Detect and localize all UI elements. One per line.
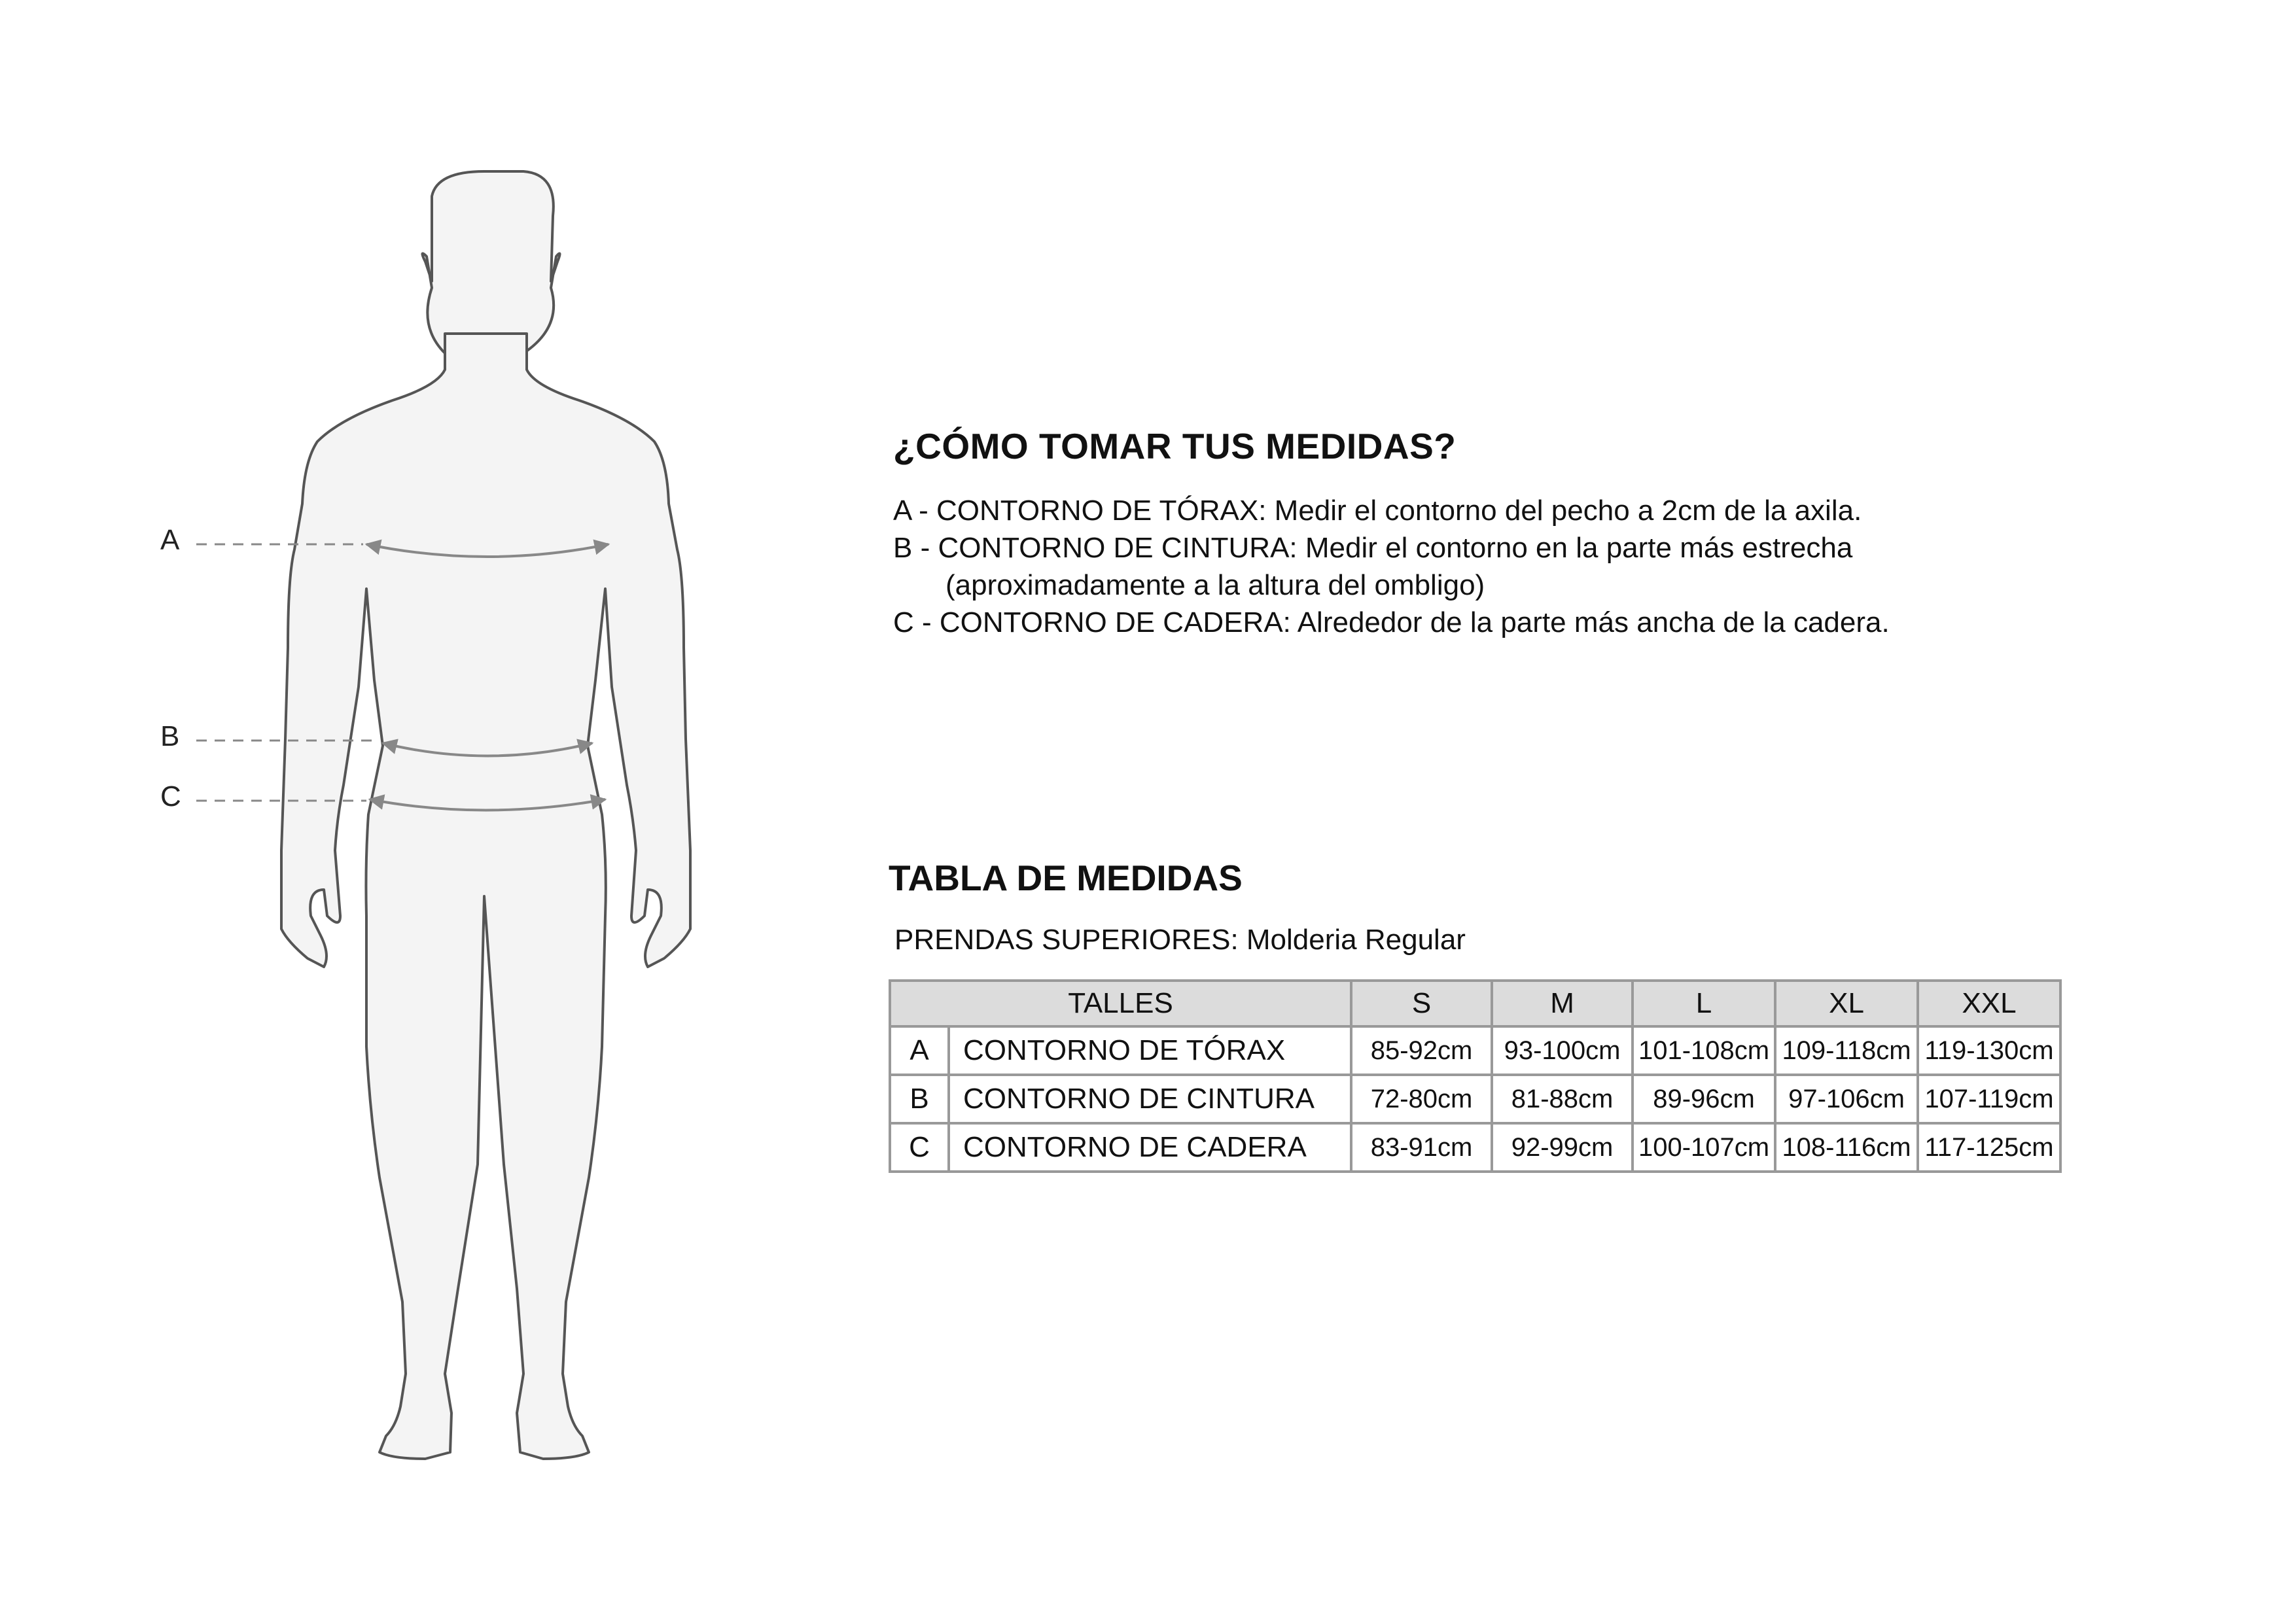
row-letter: B (890, 1075, 949, 1123)
table-header-row (890, 981, 2060, 1026)
marker-b-label: B (160, 720, 180, 752)
table-cell: 85-92cm (1351, 1026, 1492, 1075)
table-row (890, 1075, 2060, 1123)
table-row (890, 1123, 2060, 1172)
table-cell: 107-119cm (1918, 1075, 2060, 1123)
table-cell: 117-125cm (1918, 1123, 2060, 1172)
header-talles: TALLES (890, 981, 1351, 1026)
guide-line-waist-note (893, 567, 2136, 604)
header-size-xxl: XXL (1918, 981, 2060, 1026)
table-cell: 97-106cm (1775, 1075, 1918, 1123)
guide-line-hip: C - CONTORNO DE CADERA: Alrededor de la parte más ancha de la cadera. (893, 606, 1890, 638)
table-row (890, 1026, 2060, 1075)
torso-shape (281, 334, 690, 1459)
size-table (889, 979, 2062, 1173)
table-cell: 109-118cm (1775, 1026, 1918, 1075)
header-size-s: S (1351, 981, 1492, 1026)
table-cell: 72-80cm (1351, 1075, 1492, 1123)
row-letter: C (890, 1123, 949, 1172)
head-shape (422, 171, 559, 353)
table-cell: 101-108cm (1633, 1026, 1775, 1075)
guide-title: ¿CÓMO TOMAR TUS MEDIDAS? (893, 426, 1457, 466)
row-name: CONTORNO DE TÓRAX (949, 1026, 1351, 1075)
table-cell: 93-100cm (1492, 1026, 1633, 1075)
row-name: CONTORNO DE CINTURA (949, 1075, 1351, 1123)
guide-line-waist: B - CONTORNO DE CINTURA: Medir el contorno en la parte más estrecha (893, 532, 1853, 564)
body-silhouette (281, 171, 690, 1459)
size-table-section (889, 857, 2066, 1163)
table-cell: 100-107cm (1633, 1123, 1775, 1172)
row-letter: A (890, 1026, 949, 1075)
table-cell: 92-99cm (1492, 1123, 1633, 1172)
guide-line-waist-note-text: (aproximadamente a la altura del ombligo) (945, 569, 1485, 601)
row-name: CONTORNO DE CADERA (949, 1123, 1351, 1172)
table-cell: 83-91cm (1351, 1123, 1492, 1172)
marker-c-label: C (160, 780, 181, 812)
measurement-guide (893, 425, 2136, 641)
table-cell: 89-96cm (1633, 1075, 1775, 1123)
table-cell: 108-116cm (1775, 1123, 1918, 1172)
table-cell: 81-88cm (1492, 1075, 1633, 1123)
marker-a-label: A (160, 524, 180, 556)
header-size-m: M (1492, 981, 1633, 1026)
guide-line-chest: A - CONTORNO DE TÓRAX: Medir el contorno del pecho a 2cm de la axila. (893, 495, 1862, 527)
table-subtitle: PRENDAS SUPERIORES: Molderia Regular (894, 924, 1466, 956)
header-size-l: L (1633, 981, 1775, 1026)
header-size-xl: XL (1775, 981, 1918, 1026)
table-cell: 119-130cm (1918, 1026, 2060, 1075)
table-title: TABLA DE MEDIDAS (889, 858, 1243, 898)
